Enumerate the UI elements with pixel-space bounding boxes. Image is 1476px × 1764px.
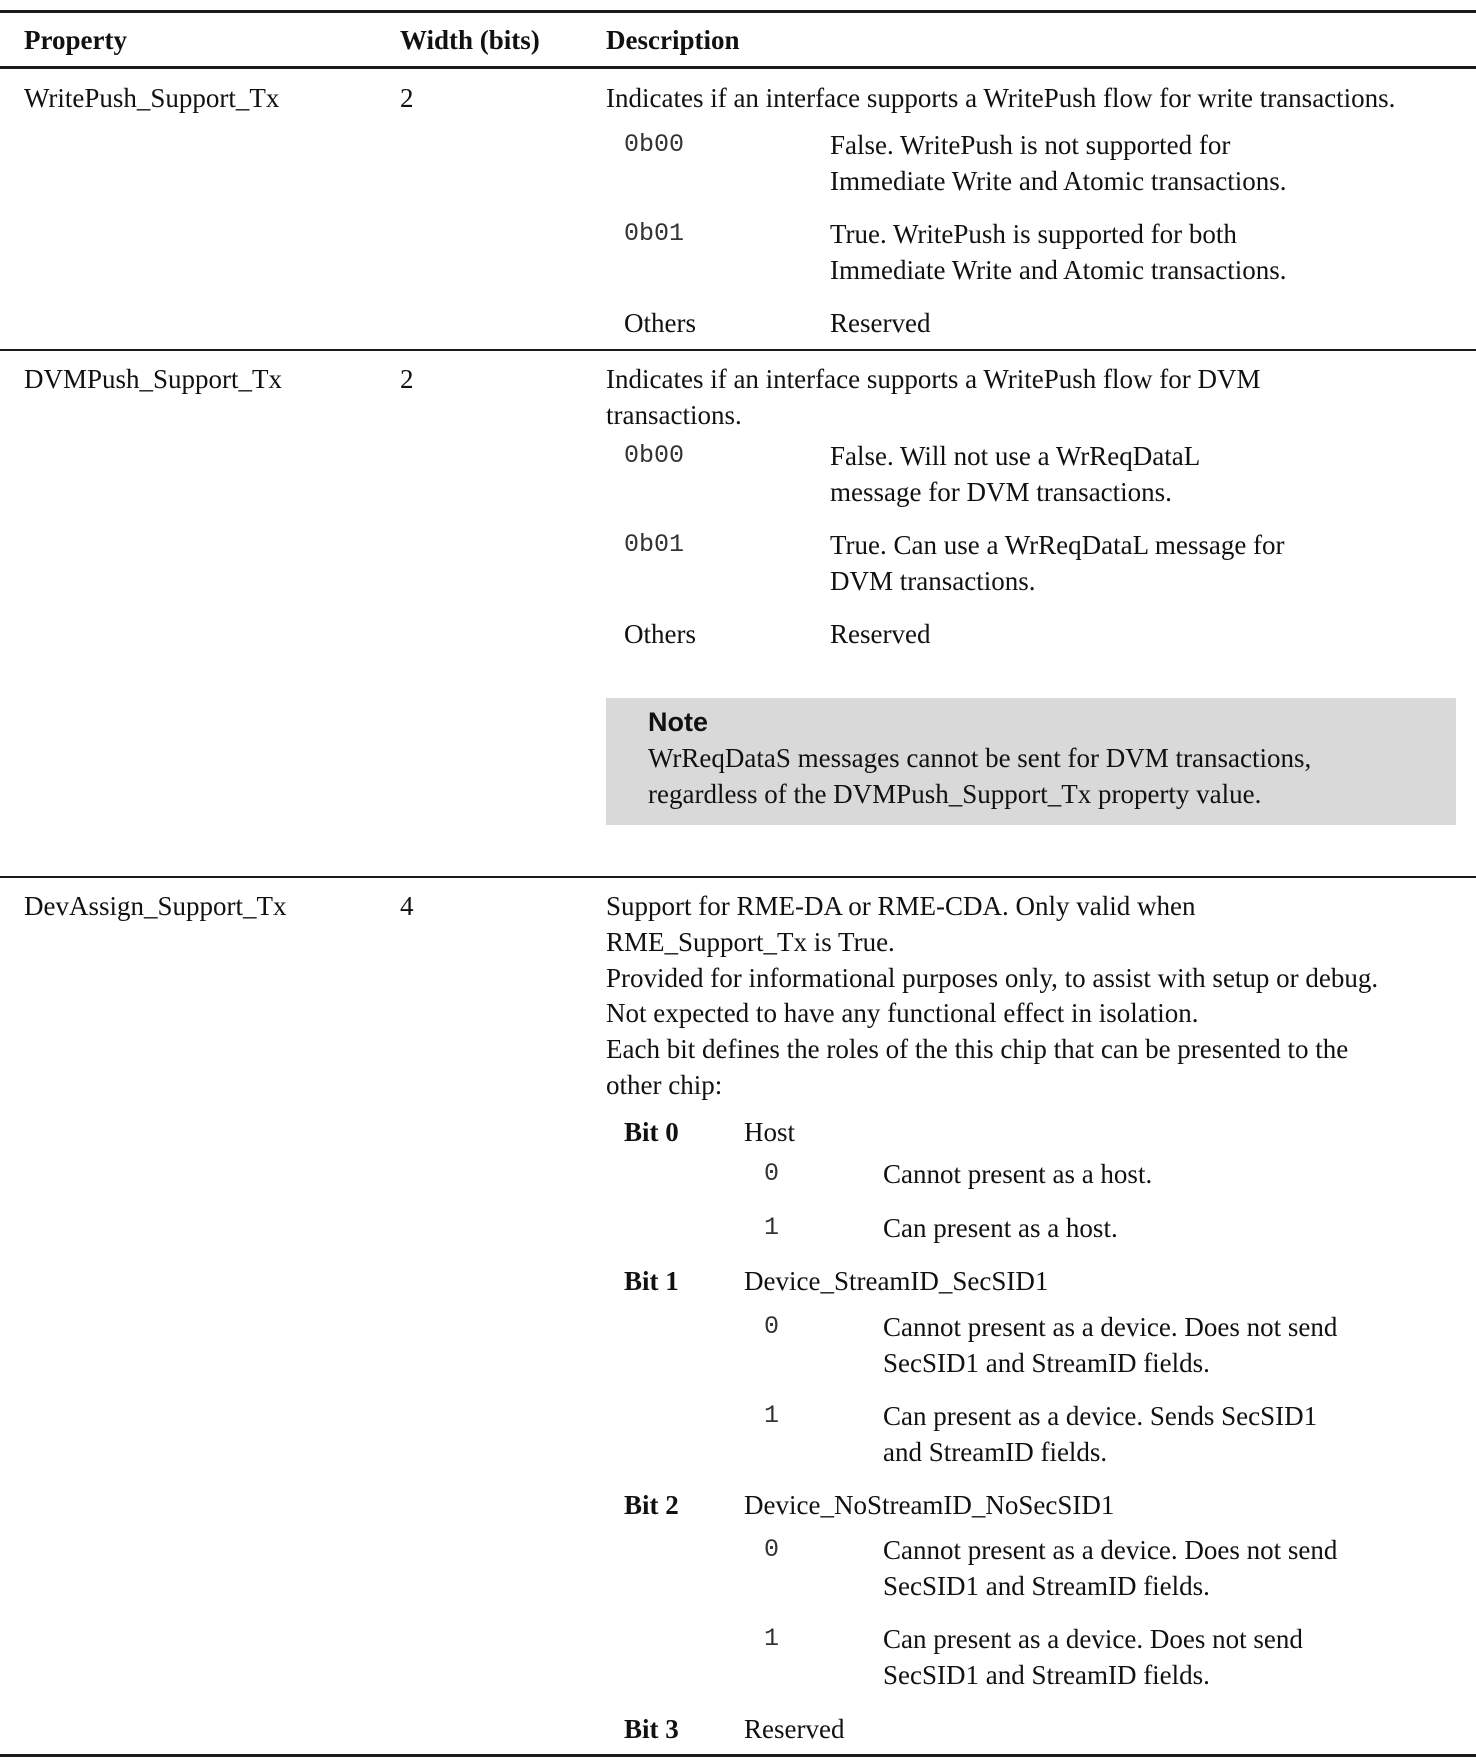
row-divider-1 <box>0 349 1476 351</box>
value-description: Can present as a device. Sends SecSID1 <box>883 1401 1318 1431</box>
value-description: Immediate Write and Atomic transactions. <box>830 255 1287 285</box>
property-description: Indicates if an interface supports a WritePush flow for write transactions. <box>606 83 1396 113</box>
property-name: WritePush_Support_Tx <box>24 83 280 113</box>
value-description: SecSID1 and StreamID fields. <box>883 1660 1210 1690</box>
value-code: 1 <box>764 1624 780 1653</box>
bit-name: Device_StreamID_SecSID1 <box>744 1266 1049 1296</box>
value-code: Others <box>624 619 696 649</box>
note-text: regardless of the DVMPush_Support_Tx property value. <box>648 779 1262 809</box>
value-description: Cannot present as a device. Does not send <box>883 1535 1338 1565</box>
value-description: and StreamID fields. <box>883 1437 1108 1467</box>
property-description: RME_Support_Tx is True. <box>606 927 895 957</box>
value-description: message for DVM transactions. <box>830 477 1172 507</box>
value-description: Cannot present as a host. <box>883 1159 1153 1189</box>
property-description: Not expected to have any functional effect in isolation. <box>606 998 1199 1028</box>
column-header-width: Width (bits) <box>400 25 540 55</box>
bit-name: Reserved <box>744 1714 845 1744</box>
property-description: other chip: <box>606 1070 723 1100</box>
property-description: transactions. <box>606 400 742 430</box>
property-name: DevAssign_Support_Tx <box>24 891 287 921</box>
value-description: False. WritePush is not supported for <box>830 130 1231 160</box>
bit-label: Bit 0 <box>624 1117 679 1147</box>
value-description: True. WritePush is supported for both <box>830 219 1237 249</box>
value-code: 0 <box>764 1535 780 1564</box>
bit-label: Bit 2 <box>624 1490 679 1520</box>
value-code: 0 <box>764 1312 780 1341</box>
value-description: False. Will not use a WrReqDataL <box>830 441 1201 471</box>
value-description: SecSID1 and StreamID fields. <box>883 1571 1210 1601</box>
value-code: 0 <box>764 1159 780 1188</box>
value-code: 0b00 <box>624 130 685 159</box>
bit-name: Device_NoStreamID_NoSecSID1 <box>744 1490 1115 1520</box>
value-description: Cannot present as a device. Does not send <box>883 1312 1338 1342</box>
value-code: 0b01 <box>624 219 685 248</box>
value-description: Immediate Write and Atomic transactions. <box>830 166 1287 196</box>
value-description: True. Can use a WrReqDataL message for <box>830 530 1285 560</box>
property-width: 2 <box>400 83 414 113</box>
property-name: DVMPush_Support_Tx <box>24 364 283 394</box>
value-description: Can present as a device. Does not send <box>883 1624 1303 1654</box>
value-description: DVM transactions. <box>830 566 1036 596</box>
value-code: 0b01 <box>624 530 685 559</box>
bit-name: Host <box>744 1117 796 1147</box>
property-width: 2 <box>400 364 414 394</box>
bit-label: Bit 3 <box>624 1714 679 1744</box>
property-description: Indicates if an interface supports a WritePush flow for DVM <box>606 364 1261 394</box>
property-description: Support for RME-DA or RME-CDA. Only valid when <box>606 891 1196 921</box>
header-bottom-rule <box>0 66 1476 69</box>
property-width: 4 <box>400 891 414 921</box>
table-bottom-rule <box>0 1754 1476 1757</box>
value-code: Others <box>624 308 696 338</box>
property-description: Provided for informational purposes only, to assist with setup or debug. <box>606 963 1379 993</box>
table-top-rule <box>0 10 1476 13</box>
row-divider-2 <box>0 876 1476 878</box>
value-description: Can present as a host. <box>883 1213 1118 1243</box>
value-description: Reserved <box>830 619 931 649</box>
note-title: Note <box>648 707 708 737</box>
value-code: 1 <box>764 1213 780 1242</box>
property-description: Each bit defines the roles of the this chip that can be presented to the <box>606 1034 1349 1064</box>
column-header-property: Property <box>24 25 127 55</box>
value-description: SecSID1 and StreamID fields. <box>883 1348 1210 1378</box>
column-header-description: Description <box>606 25 740 55</box>
value-description: Reserved <box>830 308 931 338</box>
note-text: WrReqDataS messages cannot be sent for DVM transactions, <box>648 743 1312 773</box>
bit-label: Bit 1 <box>624 1266 679 1296</box>
value-code: 1 <box>764 1401 780 1430</box>
value-code: 0b00 <box>624 441 685 470</box>
